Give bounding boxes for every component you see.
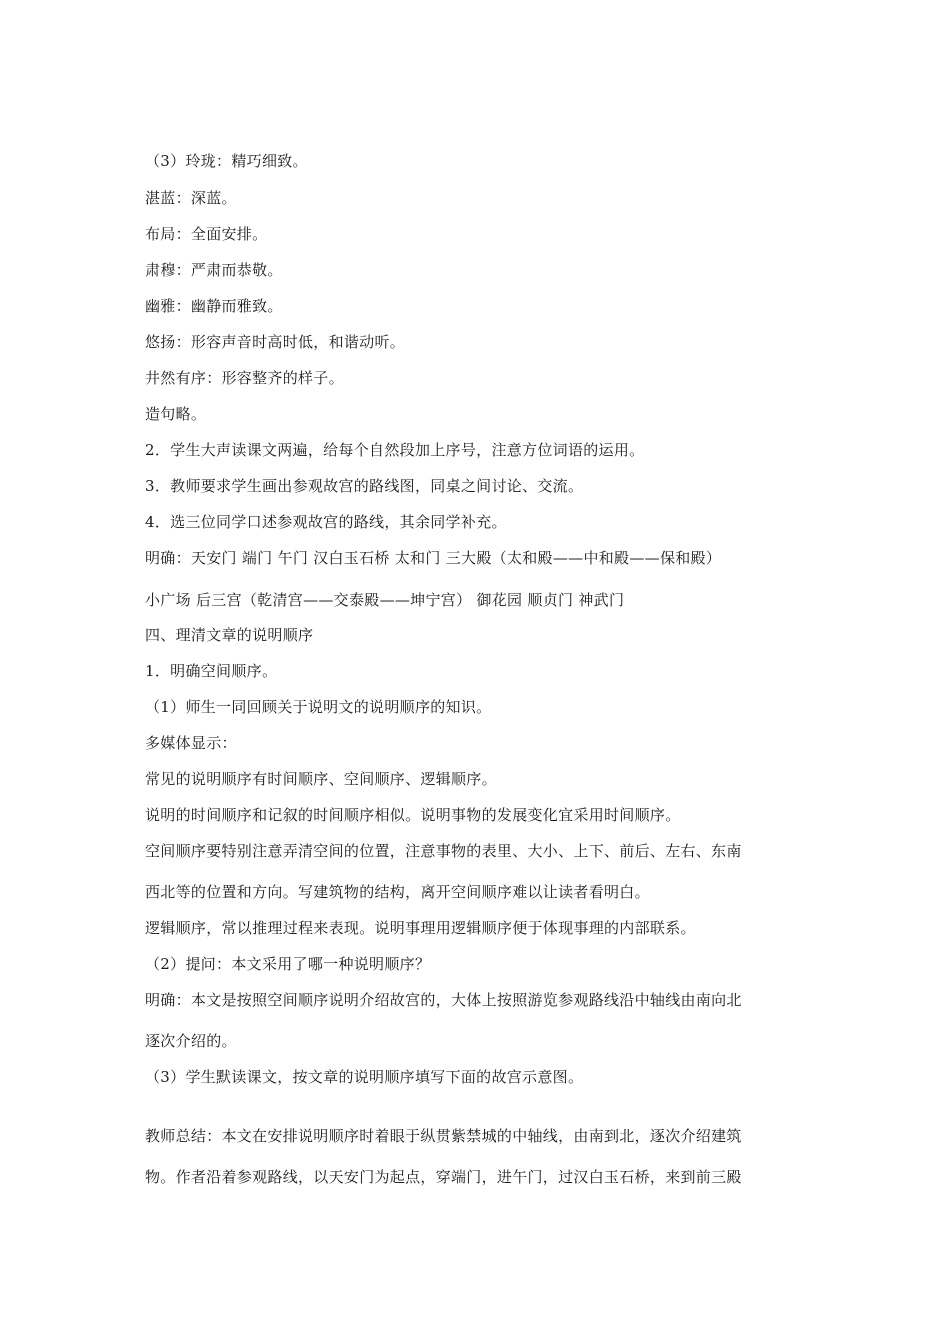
- text-line: （1）师生一同回顾关于说明文的说明顺序的知识。: [145, 698, 492, 716]
- text-line: 小广场 后三宫（乾清宫——交泰殿——坤宁宫） 御花园 顺贞门 神武门: [145, 591, 625, 609]
- text-line: 湛蓝：深蓝。: [145, 189, 237, 207]
- text-line: 明确：本文是按照空间顺序说明介绍故宫的，大体上按照游览参观路线沿中轴线由南向北: [145, 991, 742, 1009]
- text-line: 物。作者沿着参观路线，以天安门为起点，穿端门，进午门，过汉白玉石桥，来到前三殿: [145, 1168, 742, 1186]
- text-line: 常见的说明顺序有时间顺序、空间顺序、逻辑顺序。: [145, 770, 497, 788]
- text-line: 逐次介绍的。: [145, 1032, 237, 1050]
- text-line: 说明的时间顺序和记叙的时间顺序相似。说明事物的发展变化宜采用时间顺序。: [145, 806, 681, 824]
- text-line: 肃穆：严肃而恭敬。: [145, 261, 283, 279]
- text-line: （3）玲珑：精巧细致。: [145, 152, 308, 170]
- text-line: 幽雅：幽静而雅致。: [145, 297, 283, 315]
- text-line: 布局：全面安排。: [145, 225, 268, 243]
- text-line: 井然有序：形容整齐的样子。: [145, 369, 344, 387]
- text-line: 4．选三位同学口述参观故宫的路线，其余同学补充。: [145, 513, 507, 531]
- text-line: 1．明确空间顺序。: [145, 662, 278, 680]
- text-line: 教师总结：本文在安排说明顺序时着眼于纵贯紫禁城的中轴线，由南到北，逐次介绍建筑: [145, 1127, 742, 1145]
- text-line: 造句略。: [145, 405, 207, 423]
- text-line: 逻辑顺序，常以推理过程来表现。说明事理用逻辑顺序便于体现事理的内部联系。: [145, 919, 696, 937]
- text-line: 空间顺序要特别注意弄清空间的位置，注意事物的表里、大小、上下、前后、左右、东南: [145, 842, 742, 860]
- text-line: 悠扬：形容声音时高时低，和谐动听。: [145, 333, 406, 351]
- text-line: 3．教师要求学生画出参观故宫的路线图，同桌之间讨论、交流。: [145, 477, 584, 495]
- text-line: 明确：天安门 端门 午门 汉白玉石桥 太和门 三大殿（太和殿——中和殿——保和殿）: [145, 549, 722, 567]
- text-line: 西北等的位置和方向。写建筑物的结构，离开空间顺序难以让读者看明白。: [145, 883, 650, 901]
- text-line: 2．学生大声读课文两遍，给每个自然段加上序号，注意方位词语的运用。: [145, 441, 645, 459]
- text-line: （2）提问：本文采用了哪一种说明顺序？: [145, 955, 431, 973]
- text-line: （3）学生默读课文，按文章的说明顺序填写下面的故宫示意图。: [145, 1068, 584, 1086]
- section-heading: 四、理清文章的说明顺序: [145, 626, 314, 644]
- text-line: 多媒体显示：: [145, 734, 237, 752]
